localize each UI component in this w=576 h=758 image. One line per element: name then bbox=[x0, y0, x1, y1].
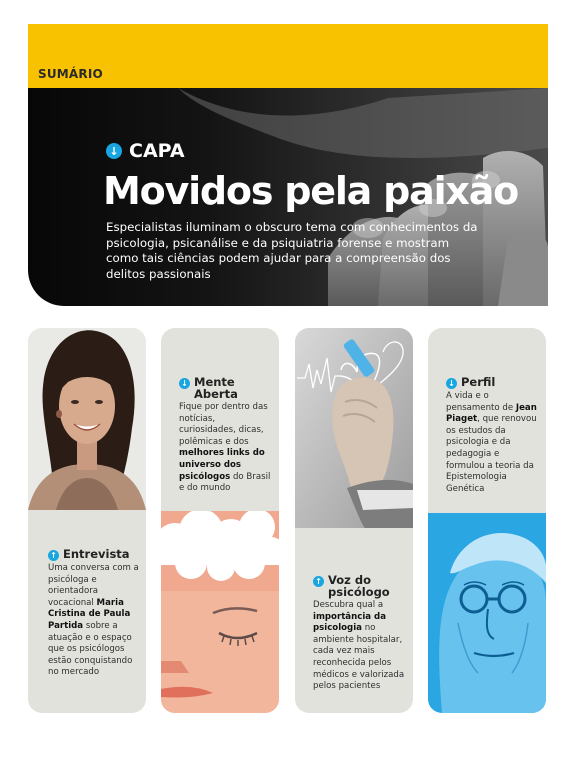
arrow-up-circle-icon: ↑ bbox=[313, 576, 324, 587]
mente-aberta-text: Fique por dentro das notícias, curiosidades, dicas, polêmicas e dos melhores links do universo dos psicólogos do Brasil e do mundo bbox=[179, 402, 271, 494]
entrevista-section bbox=[48, 548, 140, 679]
column-mente-aberta[interactable] bbox=[161, 328, 279, 713]
section-header-label: SUMÁRIO bbox=[38, 67, 103, 81]
mente-aberta-title: Mente Aberta bbox=[194, 375, 238, 401]
perfil-section bbox=[446, 376, 540, 495]
voz-do-psicologo-title: Voz do psicólogo bbox=[328, 573, 390, 599]
column-voz-do-psicologo[interactable] bbox=[295, 328, 413, 713]
arrow-down-circle-icon: ↓ bbox=[446, 378, 457, 389]
column-entrevista[interactable] bbox=[28, 328, 146, 713]
entrevista-title: Entrevista bbox=[63, 547, 130, 561]
voz-do-psicologo-text: Descubra qual a importância da psicologia no ambiente hospitalar, cada vez mais reconhecida pelos médicos e valorizada pelos pacientes bbox=[313, 600, 405, 692]
cover-kicker-label: CAPA bbox=[129, 140, 185, 162]
voz-do-psicologo-section bbox=[313, 574, 407, 693]
piaget-portrait-illustration bbox=[428, 513, 546, 713]
arrow-up-circle-icon: ↑ bbox=[48, 550, 59, 561]
perfil-text: A vida e o pensamento de Jean Piaget, que renovou os estudos da psicologia e da pedagogia e formulou a teoria da Epistemologia Genética bbox=[446, 391, 537, 494]
perfil-title: Perfil bbox=[461, 375, 496, 389]
hand-drawing-heartbeat-photo bbox=[295, 328, 413, 528]
cover-headline: Movidos pela paixão bbox=[103, 169, 519, 213]
interviewee-photo bbox=[28, 328, 146, 510]
entrevista-text: Uma conversa com a psicóloga e orientadora vocacional Maria Cristina de Paula Partida sobre a atuação e o espaço que os psicólogos estão conquistando no mercado bbox=[48, 563, 139, 678]
arrow-down-circle-icon: ↓ bbox=[106, 143, 122, 159]
dreaming-face-illustration bbox=[161, 511, 279, 713]
column-perfil[interactable] bbox=[428, 328, 546, 713]
section-header bbox=[28, 62, 548, 88]
arrow-down-circle-icon: ↓ bbox=[179, 378, 190, 389]
cover-kicker bbox=[106, 140, 185, 162]
cover-story-banner[interactable] bbox=[28, 88, 548, 306]
cover-lead-text: Especialistas iluminam o obscuro tema com conhecimentos da psicologia, psicanálise e da psiquiatria forense e mostram como tais ciências podem ajudar para a compreensão dos delitos passionais bbox=[106, 220, 478, 281]
mente-aberta-section bbox=[179, 376, 273, 495]
top-yellow-band bbox=[28, 24, 548, 62]
